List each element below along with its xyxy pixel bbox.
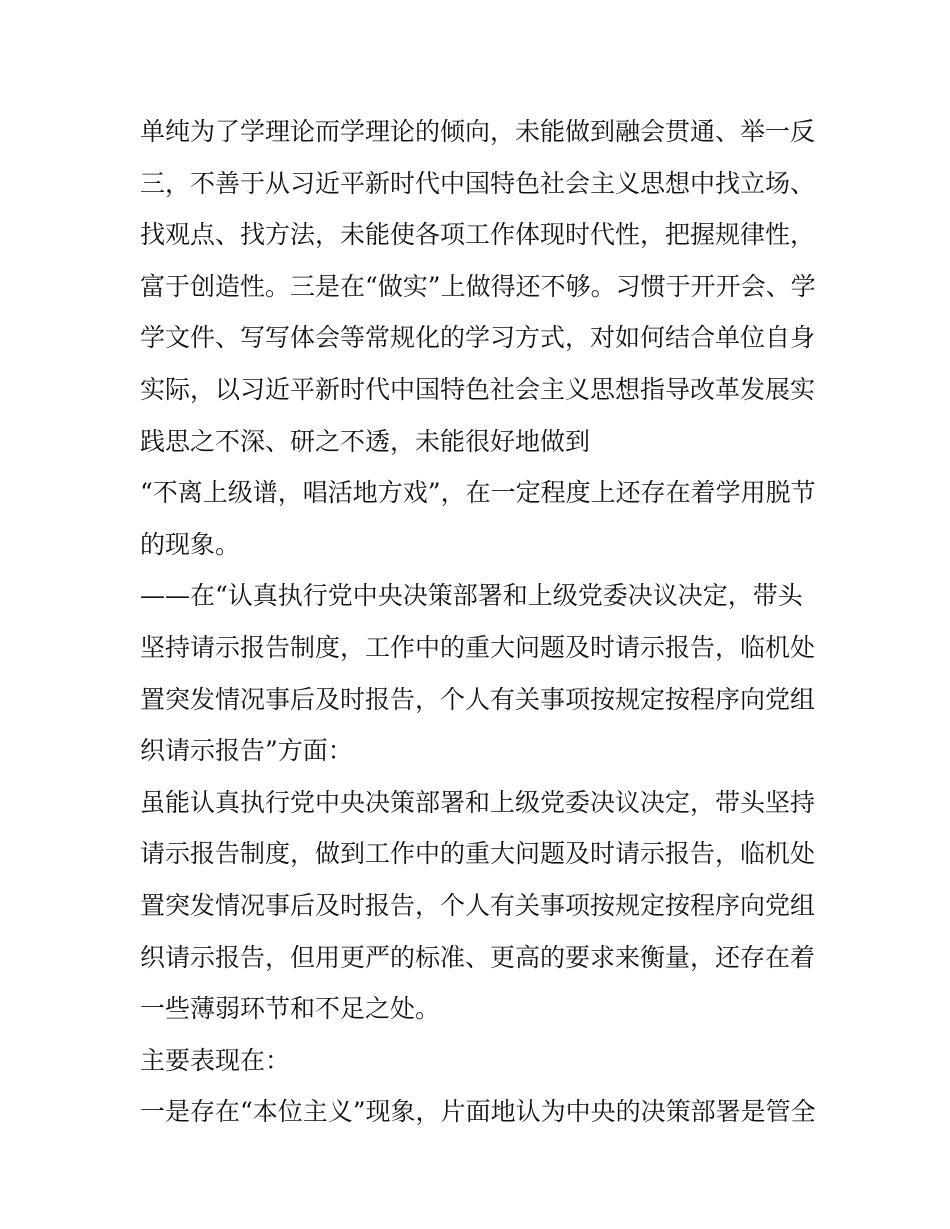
- text-line: 找观点、找方法，未能使各项工作体现时代性，把握规律性，: [140, 220, 816, 250]
- text-line: 虽能认真执行党中央决策部署和上级党委决议决定，带头坚持: [140, 787, 816, 817]
- text-line: 学文件、写写体会等常规化的学习方式，对如何结合单位自身: [140, 323, 816, 353]
- text-line: 践思之不深、研之不透，未能很好地做到: [140, 426, 591, 456]
- document-body: [140, 106, 820, 1138]
- text-line: 三，不善于从习近平新时代中国特色社会主义思想中找立场、: [140, 168, 816, 198]
- text-line: 请示报告制度，做到工作中的重大问题及时请示报告，临机处: [140, 839, 816, 869]
- text-line: 实际，以习近平新时代中国特色社会主义思想指导改革发展实: [140, 374, 816, 404]
- text-line: 主要表现在：: [140, 1045, 291, 1075]
- text-line: 一些薄弱环节和不足之处。: [140, 994, 441, 1024]
- text-line: 单纯为了学理论而学理论的倾向，未能做到融会贯通、举一反: [140, 117, 816, 146]
- text-line: 的现象。: [140, 529, 241, 559]
- text-line: 织请示报告”方面：: [140, 736, 353, 766]
- text-line: 一是存在“本位主义”现象，片面地认为中央的决策部署是管全: [140, 1097, 816, 1127]
- text-line: 织请示报告，但用更严的标准、更高的要求来衡量，还存在着: [140, 942, 816, 972]
- text-line: ——在“认真执行党中央决策部署和上级党委决议决定，带头: [140, 581, 803, 611]
- text-line: 富于创造性。三是在“做实”上做得还不够。习惯于开开会、学: [140, 271, 816, 301]
- text-line: “不离上级谱，唱活地方戏”，在一定程度上还存在着学用脱节: [140, 478, 816, 508]
- text-line: 坚持请示报告制度，工作中的重大问题及时请示报告，临机处: [140, 632, 816, 662]
- text-line: 置突发情况事后及时报告，个人有关事项按规定按程序向党组: [140, 890, 816, 920]
- text-line: 置突发情况事后及时报告，个人有关事项按规定按程序向党组: [140, 684, 816, 714]
